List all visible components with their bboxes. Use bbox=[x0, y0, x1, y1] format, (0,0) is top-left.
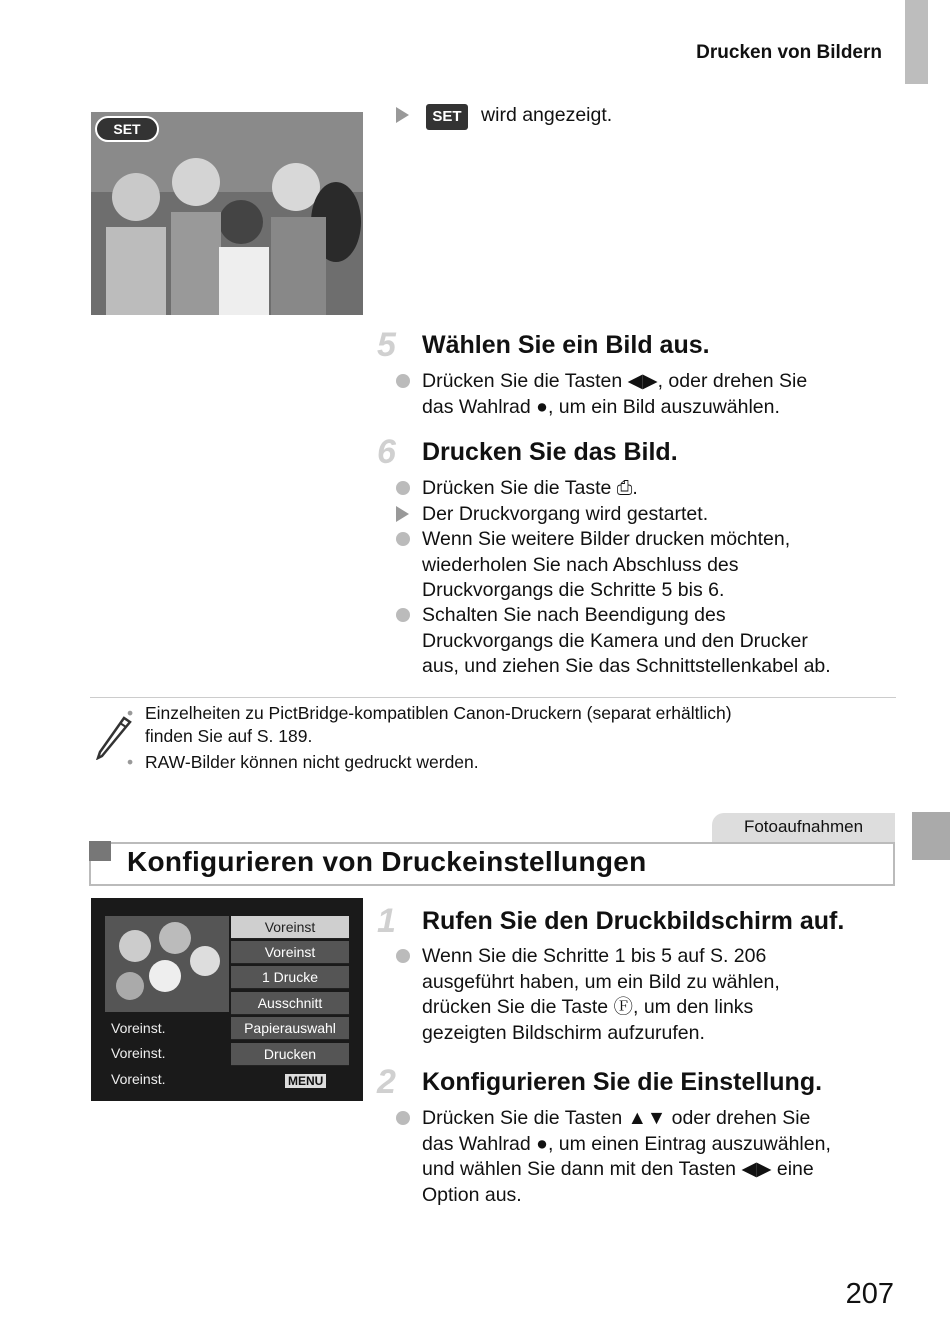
text-line: das Wahlrad ●, um einen Eintrag auszuwählen, bbox=[422, 1132, 831, 1155]
text-line: Wenn Sie weitere Bilder drucken möchten, bbox=[422, 528, 791, 550]
step-title: Wählen Sie ein Bild aus. bbox=[422, 331, 710, 359]
kids-photo bbox=[91, 112, 363, 315]
side-tab-marker bbox=[912, 812, 950, 860]
note-divider bbox=[90, 697, 896, 698]
text-line: und wählen Sie dann mit den Tasten ◀▶ eine bbox=[422, 1158, 814, 1180]
set-info-text: wird angezeigt. bbox=[481, 104, 613, 126]
step-number: 1 bbox=[377, 902, 396, 940]
bullet-icon bbox=[396, 608, 410, 622]
note-bullet: • bbox=[127, 752, 134, 772]
menu-row[interactable]: 1 Drucke bbox=[231, 966, 349, 989]
menu-row[interactable]: Voreinst bbox=[231, 916, 349, 939]
section-marker bbox=[89, 841, 111, 861]
step-number: 5 bbox=[377, 326, 396, 364]
text-line: gezeigten Bildschirm aufzurufen. bbox=[422, 1021, 705, 1044]
screen-left-label: Voreinst. bbox=[111, 1045, 166, 1061]
menu-button-icon: MENU bbox=[285, 1074, 326, 1088]
bullet-icon bbox=[396, 1111, 410, 1125]
text-line: Schalten Sie nach Beendigung des bbox=[422, 604, 726, 626]
step-number: 6 bbox=[377, 433, 396, 471]
text-line: ausgeführt haben, um ein Bild zu wählen, bbox=[422, 970, 780, 993]
side-tab-top bbox=[905, 0, 928, 84]
result-arrow-icon bbox=[396, 107, 409, 123]
text-line: Drücken Sie die Tasten ▲▼ oder drehen Sie bbox=[422, 1107, 811, 1129]
page-number: 207 bbox=[845, 1278, 894, 1310]
text-line: Drücken Sie die Tasten ◀▶, oder drehen Sie bbox=[422, 370, 808, 392]
step-number: 2 bbox=[377, 1063, 396, 1101]
text-line: Drücken Sie die Taste ⎙. bbox=[422, 477, 638, 499]
text-line: RAW-Bilder können nicht gedruckt werden. bbox=[145, 752, 479, 772]
step-title: Rufen Sie den Druckbildschirm auf. bbox=[422, 907, 845, 935]
section-heading-text: Konfigurieren von Druckeinstellungen bbox=[127, 846, 647, 877]
text-line: Druckvorgangs die Kamera und den Drucker bbox=[422, 629, 808, 652]
text-line: Druckvorgangs die Schritte 5 bis 6. bbox=[422, 579, 725, 601]
screen-left-label: Voreinst. bbox=[111, 1020, 166, 1036]
text-line: drücken Sie die Taste Ⓕ, um den links bbox=[422, 996, 754, 1018]
bullet-icon bbox=[396, 481, 410, 495]
text-line: Wenn Sie die Schritte 1 bis 5 auf S. 206 bbox=[422, 945, 767, 967]
page-header-title: Drucken von Bildern bbox=[696, 42, 882, 63]
step-title: Drucken Sie das Bild. bbox=[422, 438, 678, 466]
menu-row[interactable]: Drucken bbox=[231, 1043, 349, 1066]
kids-photo-illustration bbox=[91, 112, 363, 315]
text-line: das Wahlrad ●, um ein Bild auszuwählen. bbox=[422, 395, 780, 418]
section-heading-rule bbox=[89, 842, 895, 844]
text-line: Option aus. bbox=[422, 1183, 522, 1206]
screen-left-label: Voreinst. bbox=[111, 1071, 166, 1087]
note-item bbox=[127, 751, 875, 774]
note-item bbox=[127, 702, 875, 748]
category-tab: Fotoaufnahmen bbox=[712, 813, 895, 843]
menu-row[interactable]: Voreinst bbox=[231, 941, 349, 964]
set-info-line bbox=[396, 103, 612, 130]
text-line: Einzelheiten zu PictBridge-kompatiblen Canon-Druckern (separat erhältlich) bbox=[145, 703, 732, 723]
bullet-icon bbox=[396, 374, 410, 388]
menu-row[interactable]: Ausschnitt bbox=[231, 992, 349, 1015]
text-line: wiederholen Sie nach Abschluss des bbox=[422, 553, 739, 576]
set-icon: SET bbox=[426, 104, 467, 130]
print-settings-screen bbox=[91, 898, 363, 1101]
screen-thumbnail bbox=[105, 916, 229, 1012]
step-title: Konfigurieren Sie die Einstellung. bbox=[422, 1068, 823, 1096]
bullet-icon bbox=[396, 532, 410, 546]
section-heading bbox=[89, 842, 895, 886]
menu-row[interactable]: Papierauswahl bbox=[231, 1017, 349, 1040]
text-line: finden Sie auf S. 189. bbox=[145, 726, 313, 746]
bullet-icon bbox=[396, 949, 410, 963]
text-line: aus, und ziehen Sie das Schnittstellenkabel ab. bbox=[422, 655, 831, 677]
result-arrow-icon bbox=[396, 506, 409, 522]
text-line: Der Druckvorgang wird gestartet. bbox=[422, 503, 709, 525]
note-bullet: • bbox=[127, 703, 134, 723]
set-badge: SET bbox=[95, 116, 159, 142]
